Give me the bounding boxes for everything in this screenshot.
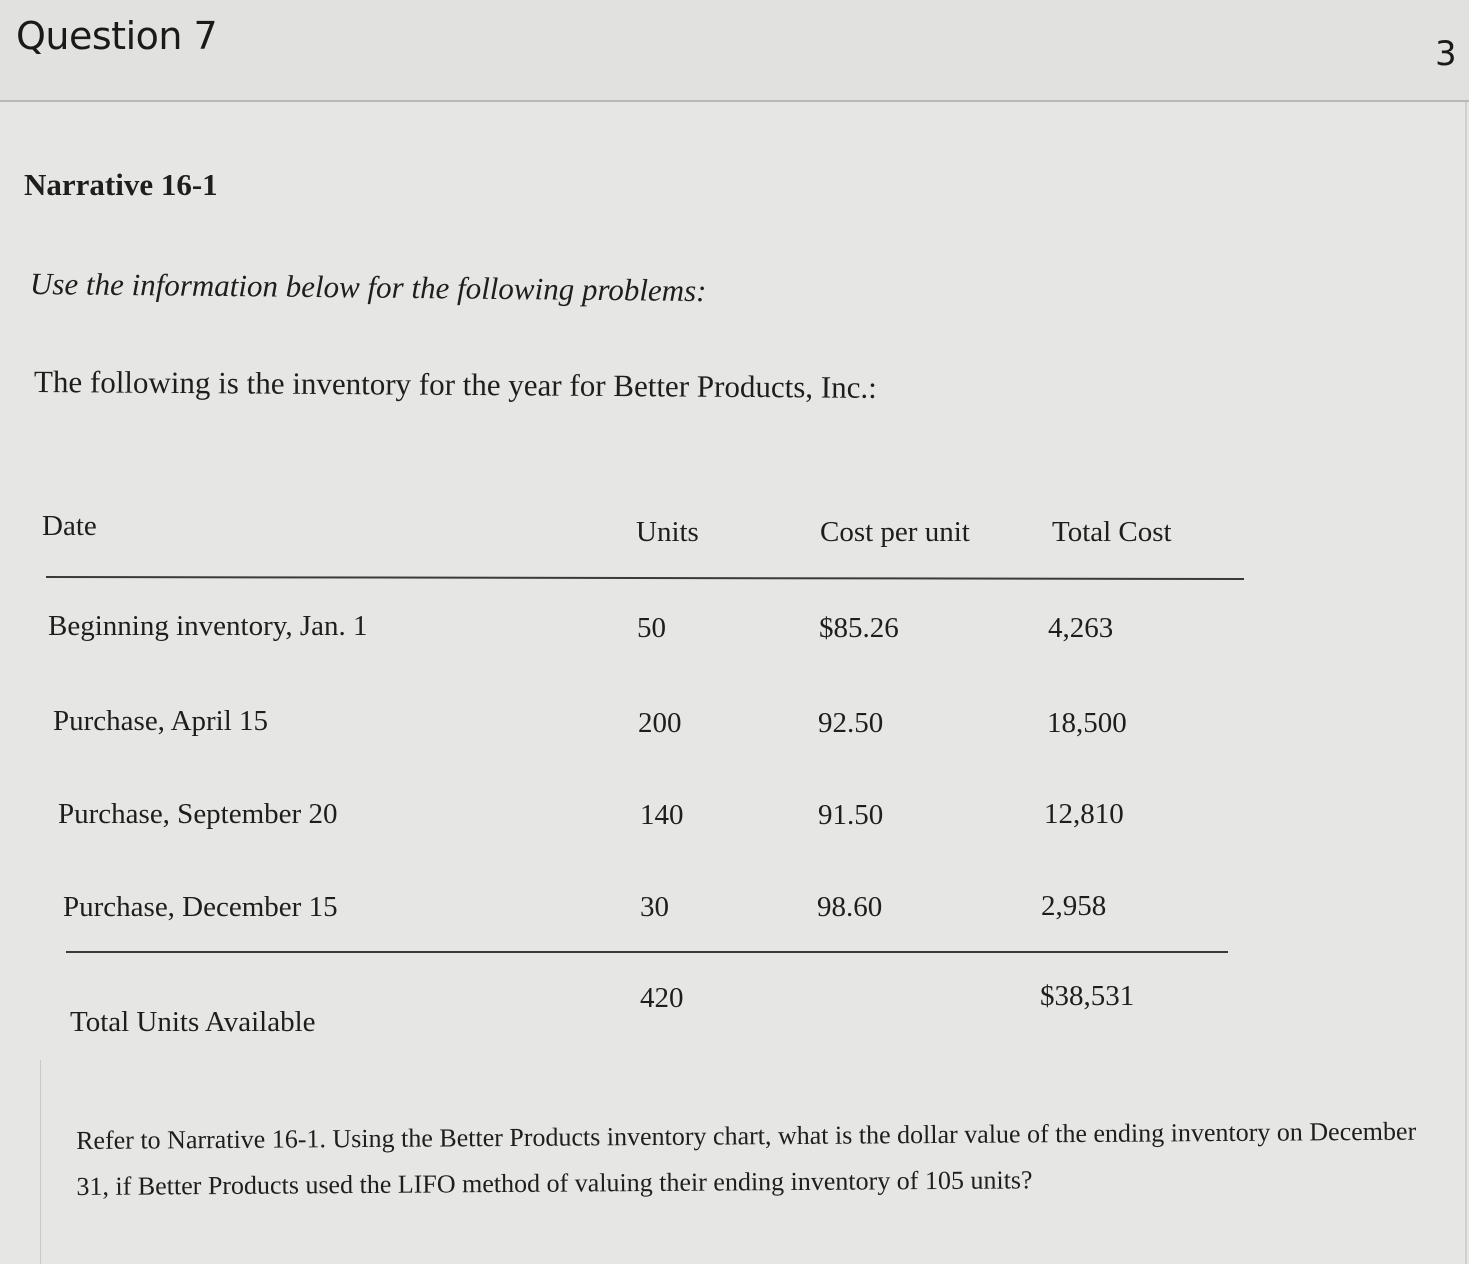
- points-value: 3: [1435, 34, 1457, 74]
- total-units: 420: [640, 982, 684, 1014]
- row-date: Beginning inventory, Jan. 1: [48, 610, 368, 642]
- panel-border-left: [40, 1060, 41, 1264]
- row-cost: $85.26: [819, 612, 899, 644]
- column-header-cost: Cost per unit: [820, 516, 970, 548]
- instruction-text: Use the information below for the following problems:: [29, 266, 707, 309]
- total-cost: $38,531: [1040, 980, 1135, 1012]
- column-header-date: Date: [42, 510, 97, 542]
- row-date: Purchase, April 15: [53, 705, 269, 737]
- question-prompt: Refer to Narrative 16-1. Using the Better Products inventory chart, what is the dollar value of the ending inventory on December 31, if Better Products used the LIFO method of valuing their ending inventory of 105 units?: [76, 1116, 1417, 1201]
- row-units: 200: [638, 707, 682, 739]
- row-total: 12,810: [1044, 798, 1124, 830]
- total-label: Total Units Available: [70, 1006, 316, 1038]
- intro-text: The following is the inventory for the year for Better Products, Inc.:: [33, 364, 877, 405]
- row-date: Purchase, December 15: [63, 891, 338, 923]
- question-header: [0, 0, 1469, 102]
- row-total: 4,263: [1048, 612, 1114, 644]
- row-cost: 98.60: [817, 891, 883, 923]
- row-date: Purchase, September 20: [58, 798, 338, 830]
- column-header-units: Units: [636, 516, 699, 548]
- row-units: 30: [640, 891, 669, 923]
- narrative-title: Narrative 16-1: [24, 167, 218, 202]
- row-cost: 91.50: [818, 799, 884, 831]
- row-cost: 92.50: [818, 707, 884, 739]
- column-header-total: Total Cost: [1052, 516, 1172, 548]
- row-total: 2,958: [1041, 890, 1107, 922]
- question-title: Question 7: [16, 14, 218, 58]
- row-units: 140: [640, 799, 684, 831]
- row-units: 50: [637, 612, 666, 644]
- panel-border: [1465, 102, 1467, 1264]
- total-rule: [66, 951, 1228, 953]
- row-total: 18,500: [1047, 707, 1127, 739]
